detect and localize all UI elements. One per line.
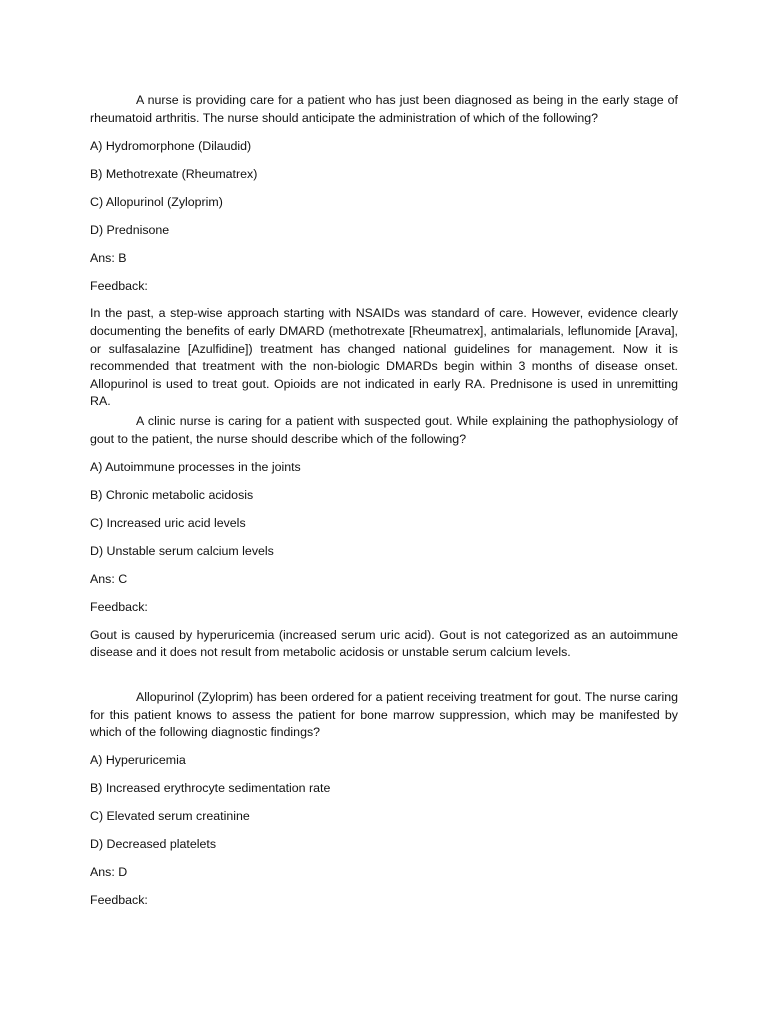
question-2-feedback: Gout is caused by hyperuricemia (increased serum uric acid). Gout is not categorized as an autoimmune disease and it does not result from metabolic acidosis or unstable serum calcium levels. — [90, 627, 678, 660]
question-1-option-d: D) Prednisone — [90, 222, 170, 237]
question-2-answer: Ans: C — [90, 571, 128, 586]
question-2-option-c: C) Increased uric acid levels — [90, 515, 246, 530]
question-3-answer: Ans: D — [90, 865, 128, 880]
question-3-stem: Allopurinol (Zyloprim) has been ordered for a patient receiving treatment for gout. The nurse caring for this patient knows to assess the patient for bone marrow suppression, which may be manifested by which of the following diagnostic findings? — [90, 690, 678, 740]
question-1-option-c: C) Allopurinol (Zyloprim) — [90, 194, 223, 209]
question-3-option-d: D) Decreased platelets — [90, 837, 217, 852]
question-2-option-b: B) Chronic metabolic acidosis — [90, 487, 254, 502]
paragraph-spacer — [90, 672, 678, 689]
question-1-option-b: B) Methotrexate (Rheumatrex) — [90, 166, 258, 181]
question-1-answer: Ans: B — [90, 250, 127, 265]
question-3-feedback-label: Feedback: — [90, 893, 148, 908]
question-2-stem: A clinic nurse is caring for a patient with suspected gout. While explaining the pathophysiology of gout to the patient, the nurse should describe which of the following? — [90, 414, 678, 446]
question-1-option-a: A) Hydromorphone (Dilaudid) — [90, 138, 252, 153]
question-2-option-a: A) Autoimmune processes in the joints — [90, 459, 301, 474]
question-3-option-c: C) Elevated serum creatinine — [90, 809, 250, 824]
question-3-option-a: A) Hyperuricemia — [90, 753, 186, 768]
question-2-option-d: D) Unstable serum calcium levels — [90, 543, 274, 558]
question-3-option-b: B) Increased erythrocyte sedimentation rate — [90, 781, 331, 796]
question-1-feedback-label: Feedback: — [90, 278, 148, 293]
question-1-feedback: In the past, a step-wise approach starting with NSAIDs was standard of care. However, evidence clearly documenting the benefits of early DMARD (methotrexate [Rheumatrex], antimalarials, leflunomide [Arava], or sulfasalazine [Azulfidine]) treatment has changed national guidelines for management. Now it is recommended that treatment with the non-biologic DMARDs begin within 3 months of disease onset. Allopurinol is used to treat gout. Opioids are not indicated in early RA. Prednisone is used in unremitting RA. — [90, 306, 678, 409]
question-1-stem: A nurse is providing care for a patient who has just been diagnosed as being in the early stage of rheumatoid arthritis. The nurse should anticipate the administration of which of the following? — [90, 93, 678, 125]
document-page — [90, 92, 678, 920]
question-2-feedback-label: Feedback: — [90, 599, 148, 614]
